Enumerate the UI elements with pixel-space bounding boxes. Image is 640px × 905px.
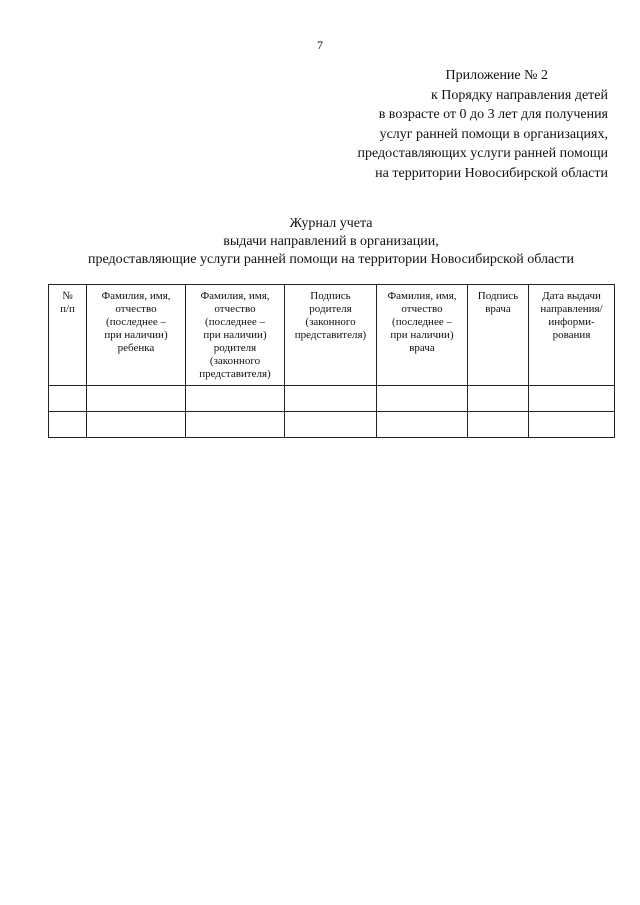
table-cell xyxy=(285,412,377,438)
appendix-line: Приложение № 2 xyxy=(445,68,548,83)
col-header-parent-name: Фамилия, имя, отчество (последнее – при наличии) родителя (законного представителя) xyxy=(186,285,285,386)
table-cell xyxy=(49,412,87,438)
table-cell xyxy=(49,386,87,412)
col-header-doctor-signature: Подпись врача xyxy=(468,285,529,386)
page-number: 7 xyxy=(317,38,323,52)
col-header-issue-date: Дата выдачи направления/ информи- рования xyxy=(529,285,615,386)
title-line: Журнал учета xyxy=(289,216,373,231)
title-line: выдачи направлений в организации, xyxy=(223,234,439,249)
table-row xyxy=(49,386,615,412)
title-line: предоставляющие услуги ранней помощи на территории Новосибирской области xyxy=(87,252,575,267)
appendix-line: предоставляющих услуги ранней помощи xyxy=(357,146,608,161)
col-header-parent-signature: Подпись родителя (законного представителя) xyxy=(285,285,377,386)
table-cell xyxy=(468,386,529,412)
appendix-line: услуг ранней помощи в организациях, xyxy=(379,126,608,142)
table-cell xyxy=(377,386,468,412)
table-cell xyxy=(87,386,186,412)
appendix-line: на территории Новосибирской области xyxy=(375,165,608,181)
col-header-doctor-name: Фамилия, имя, отчество (последнее – при наличии) врача xyxy=(377,285,468,386)
appendix-line: в возрасте от 0 до 3 лет для получения xyxy=(378,107,608,122)
appendix-header xyxy=(308,66,608,183)
table-cell xyxy=(285,386,377,412)
table-row xyxy=(49,412,615,438)
col-header-number: № п/п xyxy=(49,285,87,386)
table-cell xyxy=(186,412,285,438)
table-header-row xyxy=(49,285,615,386)
col-header-child-name: Фамилия, имя, отчество (последнее – при наличии) ребенка xyxy=(87,285,186,386)
table-cell xyxy=(529,412,615,438)
document-title xyxy=(40,215,622,269)
table-cell xyxy=(468,412,529,438)
appendix-line: к Порядку направления детей xyxy=(430,87,608,103)
table-cell xyxy=(529,386,615,412)
table-cell xyxy=(87,412,186,438)
table-cell xyxy=(377,412,468,438)
journal-table xyxy=(48,284,615,438)
table-cell xyxy=(186,386,285,412)
